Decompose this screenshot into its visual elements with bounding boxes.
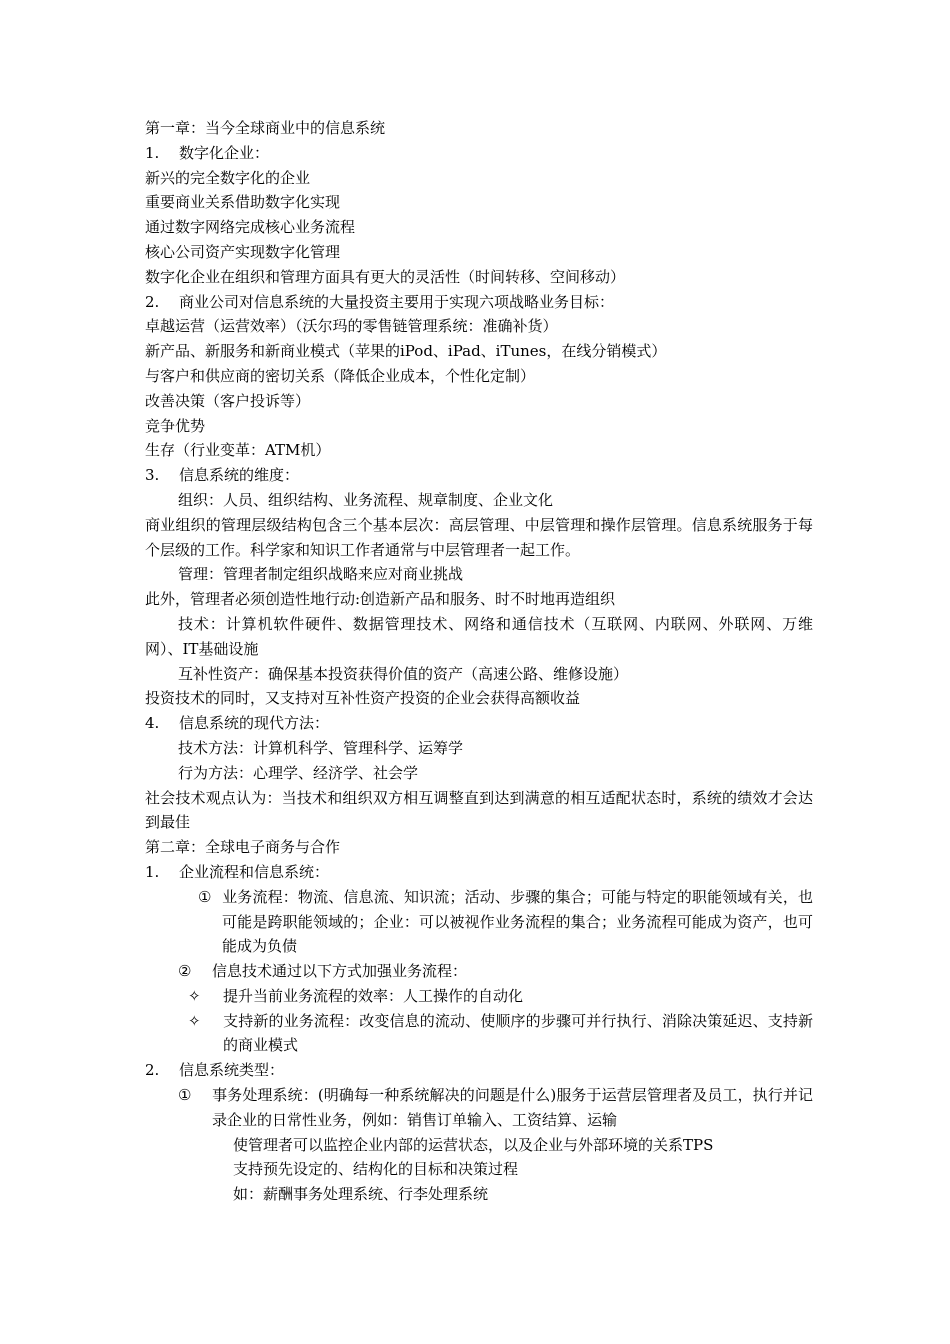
dimension-management: 管理：管理者制定组织战略来应对商业挑战 bbox=[178, 565, 464, 584]
section-title: 信息系统的现代方法： bbox=[179, 714, 330, 733]
document-body bbox=[145, 116, 813, 1207]
section-number: 4. bbox=[145, 714, 160, 733]
paragraph: 社会技术观点认为：当技术和组织双方相互调整直到达到满意的相互适配状态时，系统的绩效才会达到最佳 bbox=[145, 788, 813, 832]
text-line: 此外，管理者必须创造性地行动:创造新产品和服务、时不时地再造组织 bbox=[145, 590, 616, 609]
section-number: 1. bbox=[145, 143, 160, 162]
text-line: 改善决策（客户投诉等） bbox=[145, 391, 311, 410]
section-number: 3. bbox=[145, 466, 160, 485]
text-line: 如：薪酬事务处理系统、行李处理系统 bbox=[233, 1185, 489, 1204]
text-line: 新产品、新服务和新商业模式（苹果的iPod、iPad、iTunes，在线分销模式） bbox=[145, 342, 667, 361]
chapter-1-title: 第一章：当今全球商业中的信息系统 bbox=[145, 119, 386, 137]
text-line: 使管理者可以监控企业内部的运营状态，以及企业与外部环境的关系TPS bbox=[233, 1135, 714, 1154]
circled-item-1 bbox=[145, 885, 813, 959]
section-number: 2. bbox=[145, 292, 160, 311]
chapter-2-title: 第二章：全球电子商务与合作 bbox=[145, 838, 341, 857]
section-1-3-heading bbox=[145, 463, 813, 488]
item-text: 业务流程：物流、信息流、知识流；活动、步骤的集合；可能与特定的职能领域有关，也可能是跨职能领域的；企业：可以被视作业务流程的集合；业务流程可能成为资产，也可能成为负债 bbox=[222, 887, 813, 956]
bullet-item bbox=[145, 984, 813, 1009]
text-line: 重要商业关系借助数字化实现 bbox=[145, 193, 341, 212]
circled-item-2 bbox=[145, 959, 813, 984]
text-line: 数字化企业在组织和管理方面具有更大的灵活性（时间转移、空间移动） bbox=[145, 267, 626, 286]
section-2-2-heading bbox=[145, 1058, 813, 1083]
text-line: 与客户和供应商的密切关系（降低企业成本，个性化定制） bbox=[145, 366, 536, 385]
dimension-technology: 技术：计算机软件硬件、数据管理技术、网络和通信技术（互联网、内联网、外联网、万维网）、IT基础设施 bbox=[145, 614, 813, 658]
section-2-1-heading bbox=[145, 860, 813, 885]
diamond-bullet-icon: ✧ bbox=[188, 986, 201, 1005]
section-1-2-heading bbox=[145, 290, 813, 315]
text-line: 竞争优势 bbox=[145, 416, 206, 435]
circled-number: ① bbox=[178, 1086, 192, 1105]
text-line: 支持预先设定的、结构化的目标和决策过程 bbox=[233, 1160, 519, 1179]
section-number: 2. bbox=[145, 1061, 160, 1080]
item-text: 提升当前业务流程的效率：人工操作的自动化 bbox=[223, 986, 524, 1005]
circled-item-1 bbox=[145, 1083, 813, 1133]
section-title: 数字化企业： bbox=[179, 143, 270, 162]
section-title: 商业公司对信息系统的大量投资主要用于实现六项战略业务目标： bbox=[179, 292, 615, 311]
bullet-item bbox=[145, 1009, 813, 1059]
text-line: 生存（行业变革：ATM机） bbox=[145, 441, 331, 460]
section-1-1-heading bbox=[145, 141, 813, 166]
item-text: 事务处理系统：(明确每一种系统解决的问题是什么)服务于运营层管理者及员工，执行并记录企业的日常性业务，例如：销售订单输入、工资结算、运输 bbox=[212, 1086, 813, 1129]
section-title: 信息系统类型： bbox=[179, 1061, 285, 1080]
item-text: 支持新的业务流程：改变信息的流动、使顺序的步骤可并行执行、消除决策延迟、支持新的商业模式 bbox=[223, 1011, 813, 1055]
section-number: 1. bbox=[145, 862, 160, 881]
behavioral-approach: 行为方法：心理学、经济学、社会学 bbox=[178, 763, 419, 782]
item-text: 信息技术通过以下方式加强业务流程： bbox=[212, 962, 468, 981]
circled-number: ② bbox=[178, 962, 192, 981]
text-line: 卓越运营（运营效率）（沃尔玛的零售链管理系统：准确补货） bbox=[145, 317, 558, 336]
text-line: 投资技术的同时，又支持对互补性资产投资的企业会获得高额收益 bbox=[145, 689, 581, 708]
text-line: 核心公司资产实现数字化管理 bbox=[145, 242, 341, 261]
circled-number: ① bbox=[198, 887, 212, 906]
diamond-bullet-icon: ✧ bbox=[188, 1011, 201, 1030]
dimension-complementary-assets: 互补性资产：确保基本投资获得价值的资产（高速公路、维修设施） bbox=[178, 664, 629, 683]
paragraph: 商业组织的管理层级结构包含三个基本层次：高层管理、中层管理和操作层管理。信息系统服务于每个层级的工作。科学家和知识工作者通常与中层管理者一起工作。 bbox=[145, 515, 813, 559]
section-title: 企业流程和信息系统： bbox=[179, 862, 330, 881]
text-line: 通过数字网络完成核心业务流程 bbox=[145, 218, 356, 237]
section-title: 信息系统的维度： bbox=[179, 466, 300, 485]
section-1-4-heading bbox=[145, 711, 813, 736]
technical-approach: 技术方法：计算机科学、管理科学、运筹学 bbox=[178, 738, 464, 757]
text-line: 新兴的完全数字化的企业 bbox=[145, 168, 311, 187]
dimension-organization: 组织：人员、组织结构、业务流程、规章制度、企业文化 bbox=[178, 490, 554, 509]
